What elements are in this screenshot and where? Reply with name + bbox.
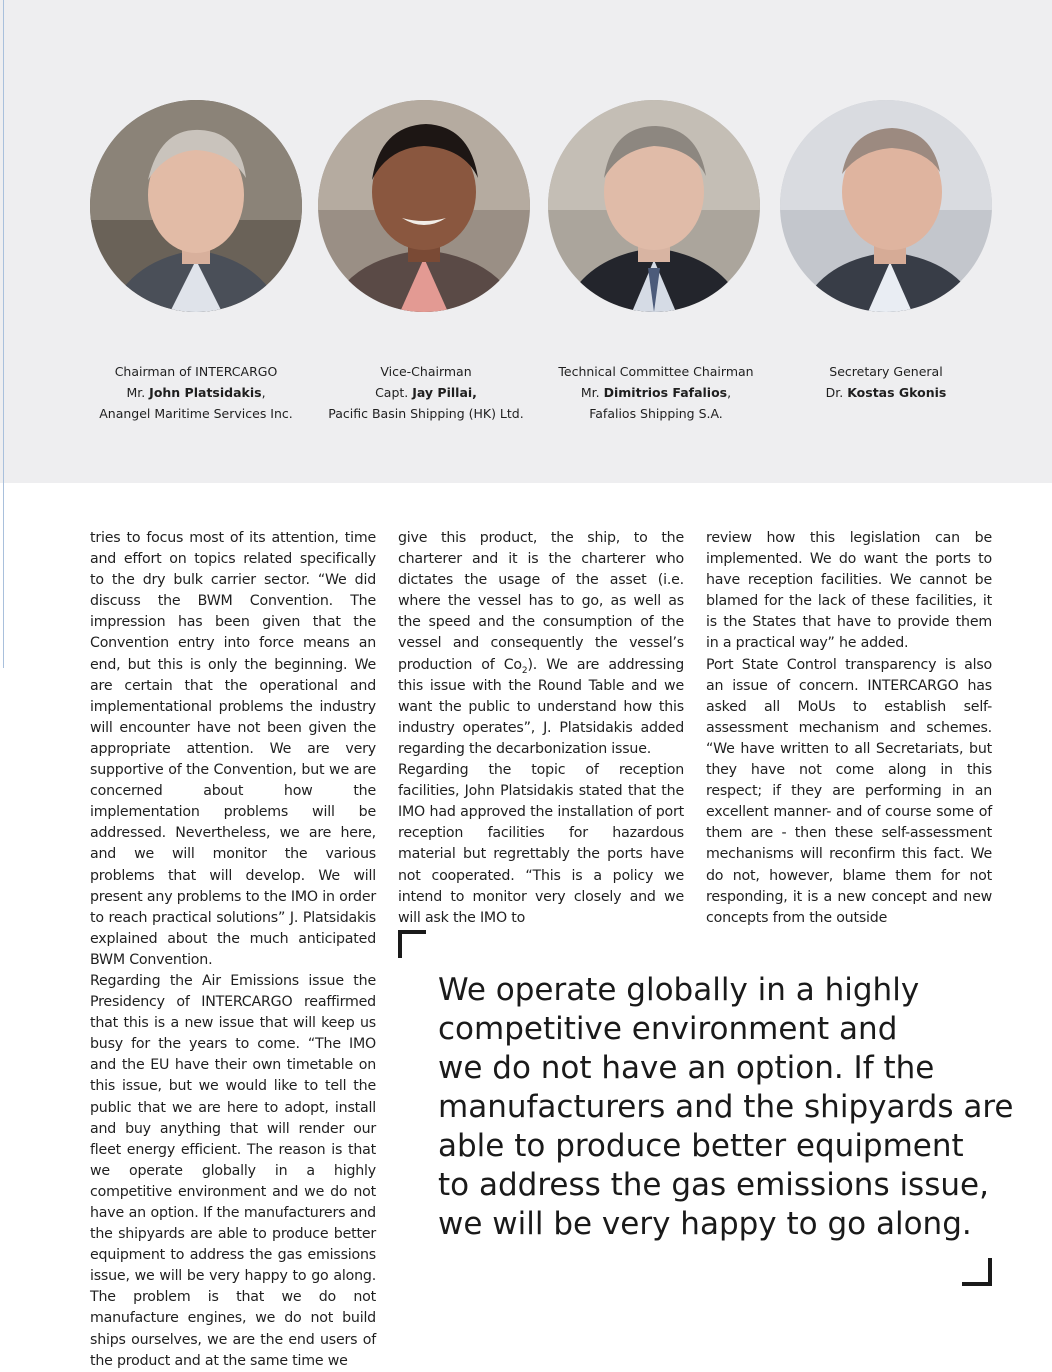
article-paragraph: tries to focus most of its attention, time and effort on topics related specifically to the dry bulk carrier sector. “We did discuss the BWM Convention. The impression has been given that the Convention entry into force means an end, but this is only the beginning. We are certain that the operational and implementational problems the industry will encounter have not been given the appropriate attention. We are very supportive of the Convention, but we are concerned about how the implementation problems will be addressed. Nevertheless, we are here, and we will monitor the various problems that will develop. We will present any problems to the IMO in order to reach practical solutions” J. Platsidakis explained about the much anticipated BWM Convention. [90,530,376,968]
caption-role: Vice-Chairman [380,364,472,379]
caption-name: Dimitrios Fafalios [603,385,728,400]
article-column-1 [90,528,376,1372]
caption-company: Fafalios Shipping S.A. [589,406,723,421]
article-paragraph: review how this legislation can be implemented. We do want the ports to have reception facilities. We cannot be blamed for the lack of these facilities, it is the States that have to provide them in a practical way” he added. [706,530,992,652]
caption-name-line: Mr. Dimitrios Fafalios, [580,385,732,400]
pull-quote-line: able to produce better equipment [438,1128,964,1164]
caption-name-line: Dr. Kostas Gkonis [825,385,947,400]
pull-quote-line: to address the gas emissions issue, [438,1167,989,1203]
caption-john-platsidakis [66,361,326,424]
pull-quote-line: We operate globally in a highly [438,972,920,1008]
article-paragraph: Regarding the topic of reception facilities, John Platsidakis stated that the IMO had approved the installation of port reception facilities for hazardous material but regrettably the ports have not cooperated. “This is a policy we intend to monitor very closely and we will ask the IMO to [398,762,684,926]
caption-name: Jay Pillai, [412,385,477,400]
caption-name: John Platsidakis [149,385,262,400]
pull-quote [438,971,1014,1244]
article-column-2 [398,528,684,929]
portrait-john-platsidakis [90,100,302,312]
caption-role: Secretary General [829,364,943,379]
caption-kostas-gkonis [756,361,1016,403]
portrait-kostas-gkonis [780,100,992,312]
caption-jay-pillai [296,361,556,424]
pull-quote-line: manufacturers and the shipyards are [438,1089,1014,1125]
caption-name-line: Mr. John Platsidakis, [126,385,266,400]
article-paragraph: give this product, the ship, to the charterer and it is the charterer who dictates the usage of the asset (i.e. where the vessel has to go, as well as the speed and the consumption of the vessel and consequently the vessel’s production of $Co_2$). We are addressing this issue with the Round Table and we want the public to understand how this industry operates”, J. Platsidakis added regarding the decarbonization issue. [398,530,685,757]
quote-open-bracket-icon [398,930,426,958]
quote-close-bracket-icon [962,1258,992,1286]
article-paragraph: Regarding the Air Emissions issue the Presidency of INTERCARGO reaffirmed that this is a new issue that will keep us busy for the years to come. “The IMO and the EU have their own timetable on this issue, but we would like to tell the public that we are here to adopt, install and buy anything that will render our fleet energy efficient. The reason is that we operate globally in a highly competitive environment and we do not have an option. If the manufacturers and the shipyards are able to produce better equipment to address the gas emissions issue, we will be very happy to go along. The problem is that we do not manufacture engines, we do not build ships ourselves, we are the end users of the product and at the same time we [90,972,376,1369]
portrait-jay-pillai [318,100,530,312]
article-column-3 [706,528,992,929]
caption-name-line: Capt. Jay Pillai, [375,385,477,400]
pull-quote-line: we will be very happy to go along. [438,1206,972,1242]
caption-name: Kostas Gkonis [847,385,947,400]
left-margin-rule [3,0,4,668]
pull-quote-line: we do not have an option. If the [438,1050,935,1086]
caption-company: Pacific Basin Shipping (HK) Ltd. [328,406,524,421]
caption-company: Anangel Maritime Services Inc. [99,406,293,421]
portrait-dimitrios-fafalios [548,100,760,312]
caption-dimitrios-fafalios [526,361,786,424]
caption-role: Technical Committee Chairman [558,364,754,379]
pull-quote-line: competitive environment and [438,1011,898,1047]
article-paragraph: Port State Control transparency is also an issue of concern. INTERCARGO has asked all MoUs to establish self-assessment mechanism and schemes. “We have written to all Secretariats, but they have not come along in this respect; if they are performing in an excellent manner- and of course some of them are - then these self-assessment mechanisms will reconfirm this fact. We do not, however, blame them for not responding, it is a new concept and new concepts from the outside [706,656,992,926]
caption-role: Chairman of INTERCARGO [114,364,278,379]
